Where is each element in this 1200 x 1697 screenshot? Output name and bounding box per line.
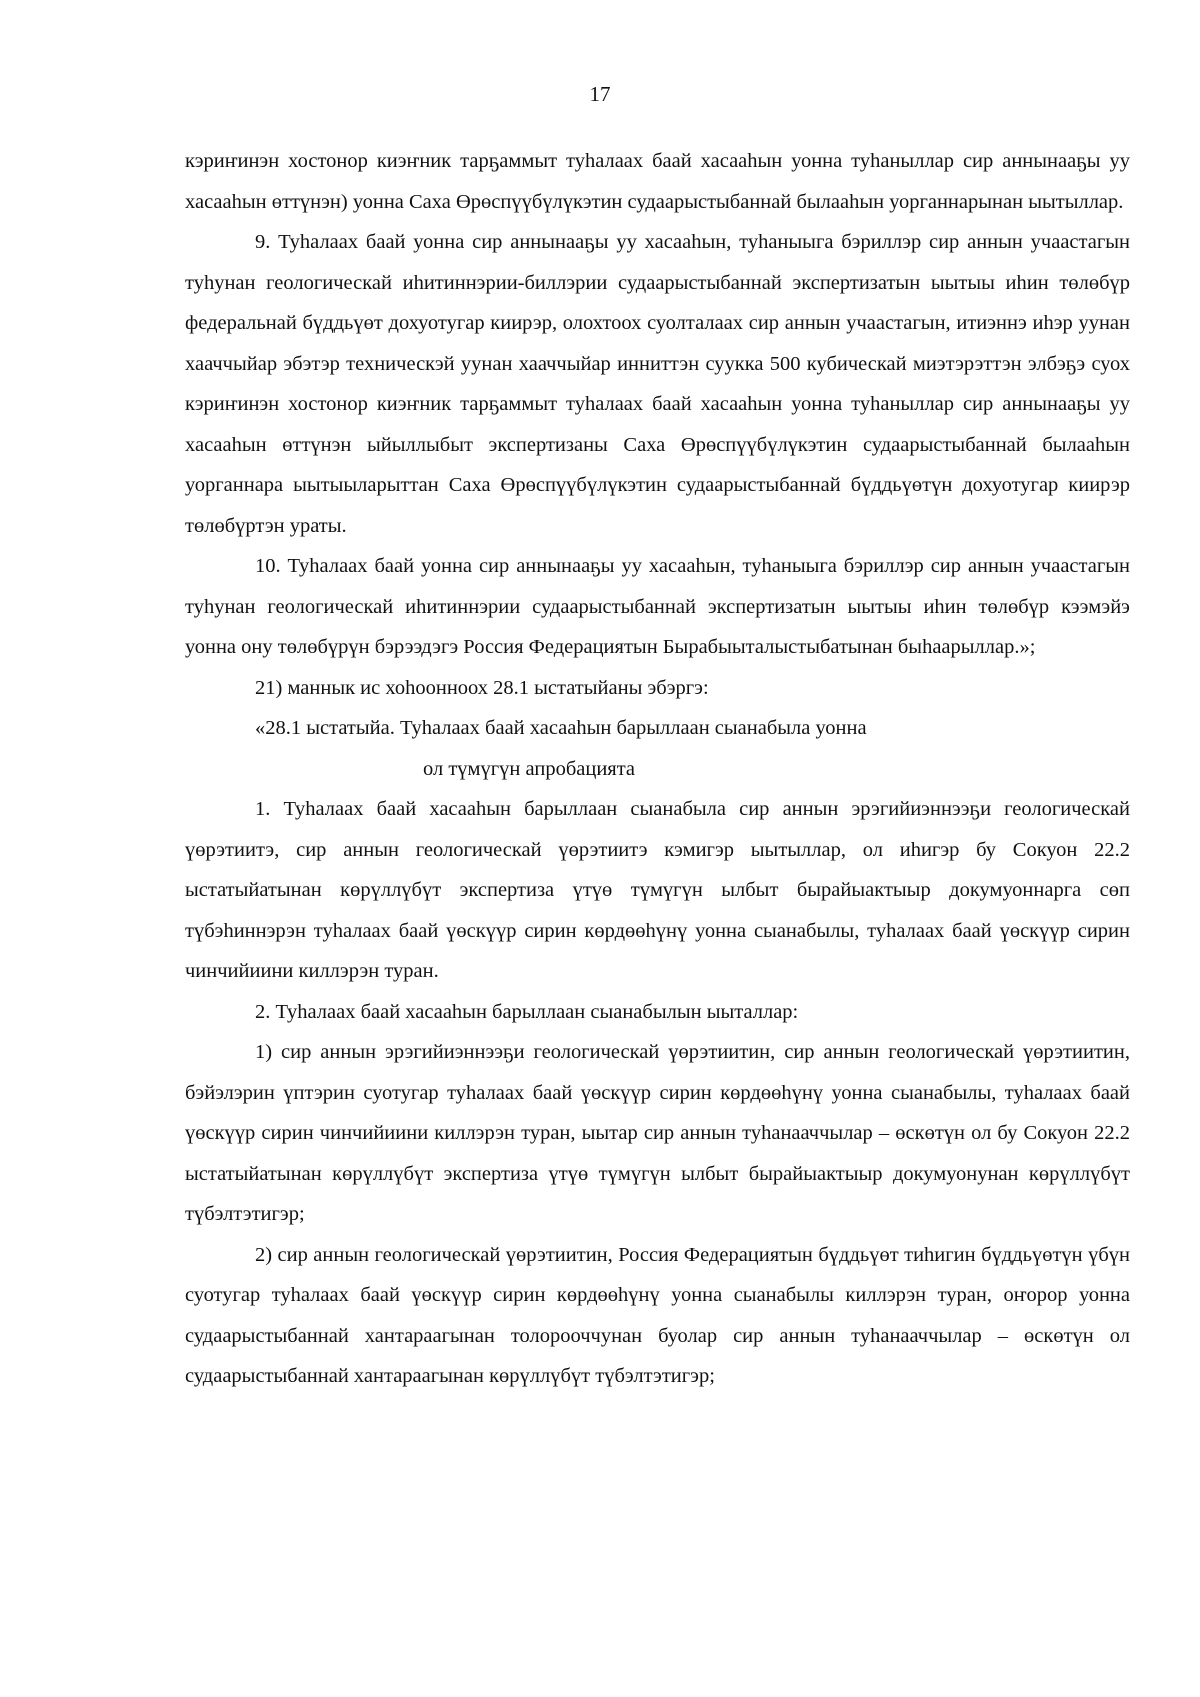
page-number: 17: [589, 82, 611, 106]
paragraph-amendment-21: 21) маннык ис хоһоонноох 28.1 ыстатыйаны эбэргэ:: [255, 676, 709, 699]
article-title-line-2: ол түмүгүн апробацията: [423, 757, 636, 780]
article-title-line-1: «28.1 ыстатыйа. Туһалаах баай хасааһын барыллаан сыанабыла уонна: [255, 717, 867, 739]
article-paragraph-2: 2. Туһалаах баай хасааһын барыллаан сыанабылын ыыталлар:: [255, 1000, 799, 1023]
document-body: [185, 141, 1130, 1397]
paragraph-item-10: 10. Туһалаах баай уонна сир аннынааҕы уу хасааһын, туһаныыга бэриллэр сир аннын учаастагын туһунан геологическай иһитиннэрии судаарыстыбаннай экспертизатын ыытыы иһин төлөбүр кээмэйэ уонна ону төлөбүрүн бэрээдэгэ Россия Федерациятын Бырабыыталыстыбатынан быһаарыллар.»;: [185, 555, 1130, 658]
article-subitem-2: 2) сир аннын геологическай үөрэтиитин, Россия Федерациятын бүддьүөт тиһигин бүддьүөтүн үбүн суотугар туһалаах баай үөскүүр сирин көрдөөһүнү уонна сыанабылы киллэрэн туран, оҥорор уонна судаарыстыбаннай хантараагынан толорооччунан буолар сир аннын туһанааччылар – өскөтүн ол судаарыстыбаннай хантараагынан көрүллүбүт түбэлтэтигэр;: [185, 1243, 1130, 1387]
article-subitem-1: 1) сир аннын эрэгийиэннээҕи геологическай үөрэтиитин, сир аннын геологическай үөрэтиитин, бэйэлэрин үптэрин суотугар туһалаах баай үөскүүр сирин көрдөөһүнү уонна сыанабылы, туһалаах баай үөскүүр сирин чинчийиини киллэрэн туран, ыытар сир аннын туһанааччылар – өскөтүн ол бу Сокуон 22.2 ыстатыйатынан көрүллүбүт экспертиза үтүө түмүгүн ылбыт бырайыактыыр докумуонунан көрүллүбүт түбэлтэтигэр;: [185, 1041, 1130, 1225]
article-paragraph-1: 1. Туһалаах баай хасааһын барыллаан сыанабыла сир аннын эрэгийиэннээҕи геологическай үөрэтиитэ, сир аннын геологическай үөрэтиитэ кэмигэр ыытыллар, ол иһигэр бу Сокуон 22.2 ыстатыйатынан көрүллүбүт экспертиза үтүө түмүгүн ылбыт бырайыактыыр докумуоннарга сөп түбэһиннэрэн туһалаах баай үөскүүр сирин көрдөөһүнү уонна сыанабылы, туһалаах баай үөскүүр сирин чинчийиини киллэрэн туран.: [185, 798, 1130, 982]
paragraph-continuation: кэриҥинэн хостонор киэҥник тарҕаммыт туһалаах баай хасааһын уонна туһаныллар сир аннынааҕы уу хасааһын өттүнэн) уонна Саха Өрөспүүбүлүкэтин судаарыстыбаннай былааһын уорганнарынан ыытыллар.: [185, 150, 1130, 213]
paragraph-item-9: 9. Туһалаах баай уонна сир аннынааҕы уу хасааһын, туһаныыга бэриллэр сир аннын учаастагын туһунан геологическай иһитиннэрии-биллэрии судаарыстыбаннай экспертизатын ыытыы иһин төлөбүр федеральнай бүддьүөт дохуотугар киирэр, олохтоох суолталаах сир аннын учаастагын, итиэннэ иһэр уунан хааччыйар эбэтэр техническэй уунан хааччыйар инниттэн суукка 500 кубическай миэтэрэттэн элбэҕэ суох кэриҥинэн хостонор киэҥник тарҕаммыт туһалаах баай хасааһын уонна туһаныллар сир аннынааҕы уу хасааһын өттүнэн ыйыллыбыт экспертизаны Саха Өрөспүүбүлүкэтин судаарыстыбаннай былааһын уорганнара ыытыыларыттан Саха Өрөспүүбүлүкэтин судаарыстыбаннай бүддьүөтүн дохуотугар киирэр төлөбүртэн ураты.: [185, 231, 1130, 537]
